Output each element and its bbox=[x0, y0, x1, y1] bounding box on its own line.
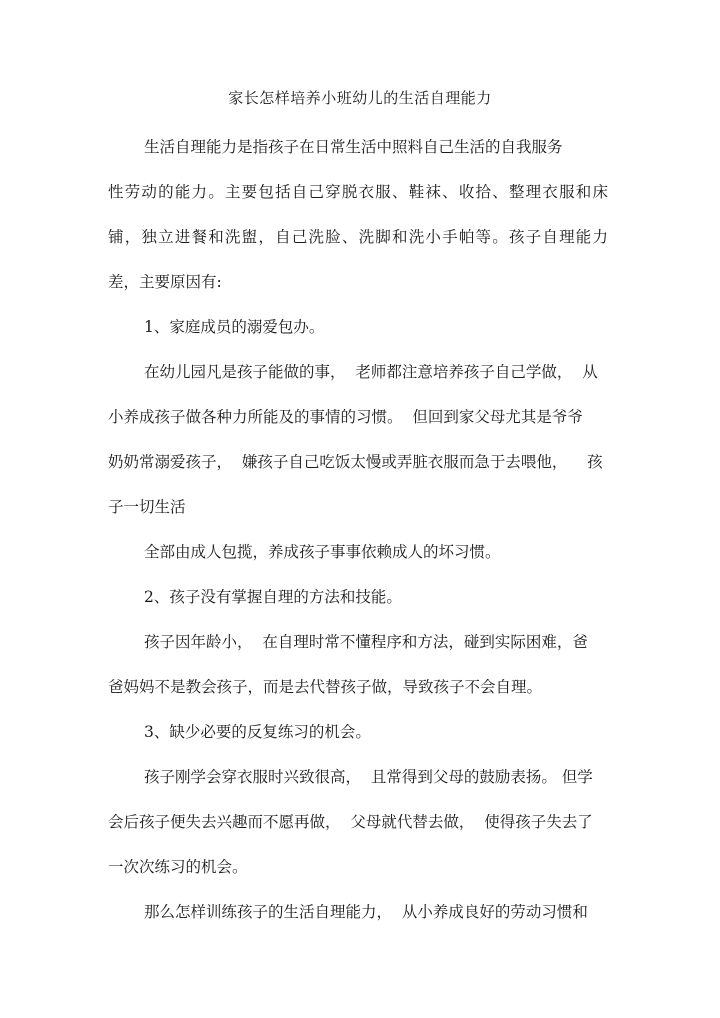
section-heading: 3、缺少必要的反复练习的机会。 bbox=[144, 723, 371, 741]
section-heading: 1、家庭成员的溺爱包办。 bbox=[144, 318, 325, 336]
paragraph-line: 孩子刚学会穿衣服时兴致很高， 且常得到父母的鼓励表扬。 但学 bbox=[144, 768, 593, 786]
paragraph-line: 生活自理能力是指孩子在日常生活中照料自己生活的自我服务 bbox=[144, 138, 563, 156]
paragraph-line: 小养成孩子做各种力所能及的事情的习惯。 但回到家父母尤其是爷爷 bbox=[108, 408, 583, 426]
paragraph-line: 奶奶常溺爱孩子， 嫌孩子自己吃饭太慢或弄脏衣服而急于去喂他， 孩 bbox=[108, 453, 603, 471]
paragraph-line: 会后孩子便失去兴趣而不愿再做， 父母就代替去做， 使得孩子失去了 bbox=[108, 813, 593, 831]
paragraph-line: 孩子因年龄小， 在自理时常不懂程序和方法，碰到实际困难，爸 bbox=[144, 633, 588, 651]
paragraph-line: 性劳动的能力。主要包括自己穿脱衣服、鞋袜、收拾、整理衣服和床 bbox=[108, 183, 608, 201]
section-heading: 2、孩子没有掌握自理的方法和技能。 bbox=[144, 588, 402, 606]
paragraph-line: 全部由成人包揽，养成孩子事事依赖成人的坏习惯。 bbox=[144, 543, 501, 561]
paragraph-line: 子一切生活 bbox=[108, 498, 186, 516]
paragraph-line: 爸妈妈不是教会孩子，而是去代替孩子做，导致孩子不会自理。 bbox=[108, 678, 543, 696]
paragraph-line: 一次次练习的机会。 bbox=[108, 858, 248, 876]
paragraph-line: 差，主要原因有: bbox=[108, 273, 222, 291]
paragraph-line: 那么怎样训练孩子的生活自理能力， 从小养成良好的劳动习惯和 bbox=[144, 903, 588, 921]
document-title: 家长怎样培养小班幼儿的生活自理能力 bbox=[228, 89, 492, 107]
paragraph-line: 铺，独立进餐和洗盥，自己洗脸、洗脚和洗小手帕等。孩子自理能力 bbox=[108, 228, 608, 246]
paragraph-line: 在幼儿园凡是孩子能做的事， 老师都注意培养孩子自己学做， 从 bbox=[144, 363, 598, 381]
